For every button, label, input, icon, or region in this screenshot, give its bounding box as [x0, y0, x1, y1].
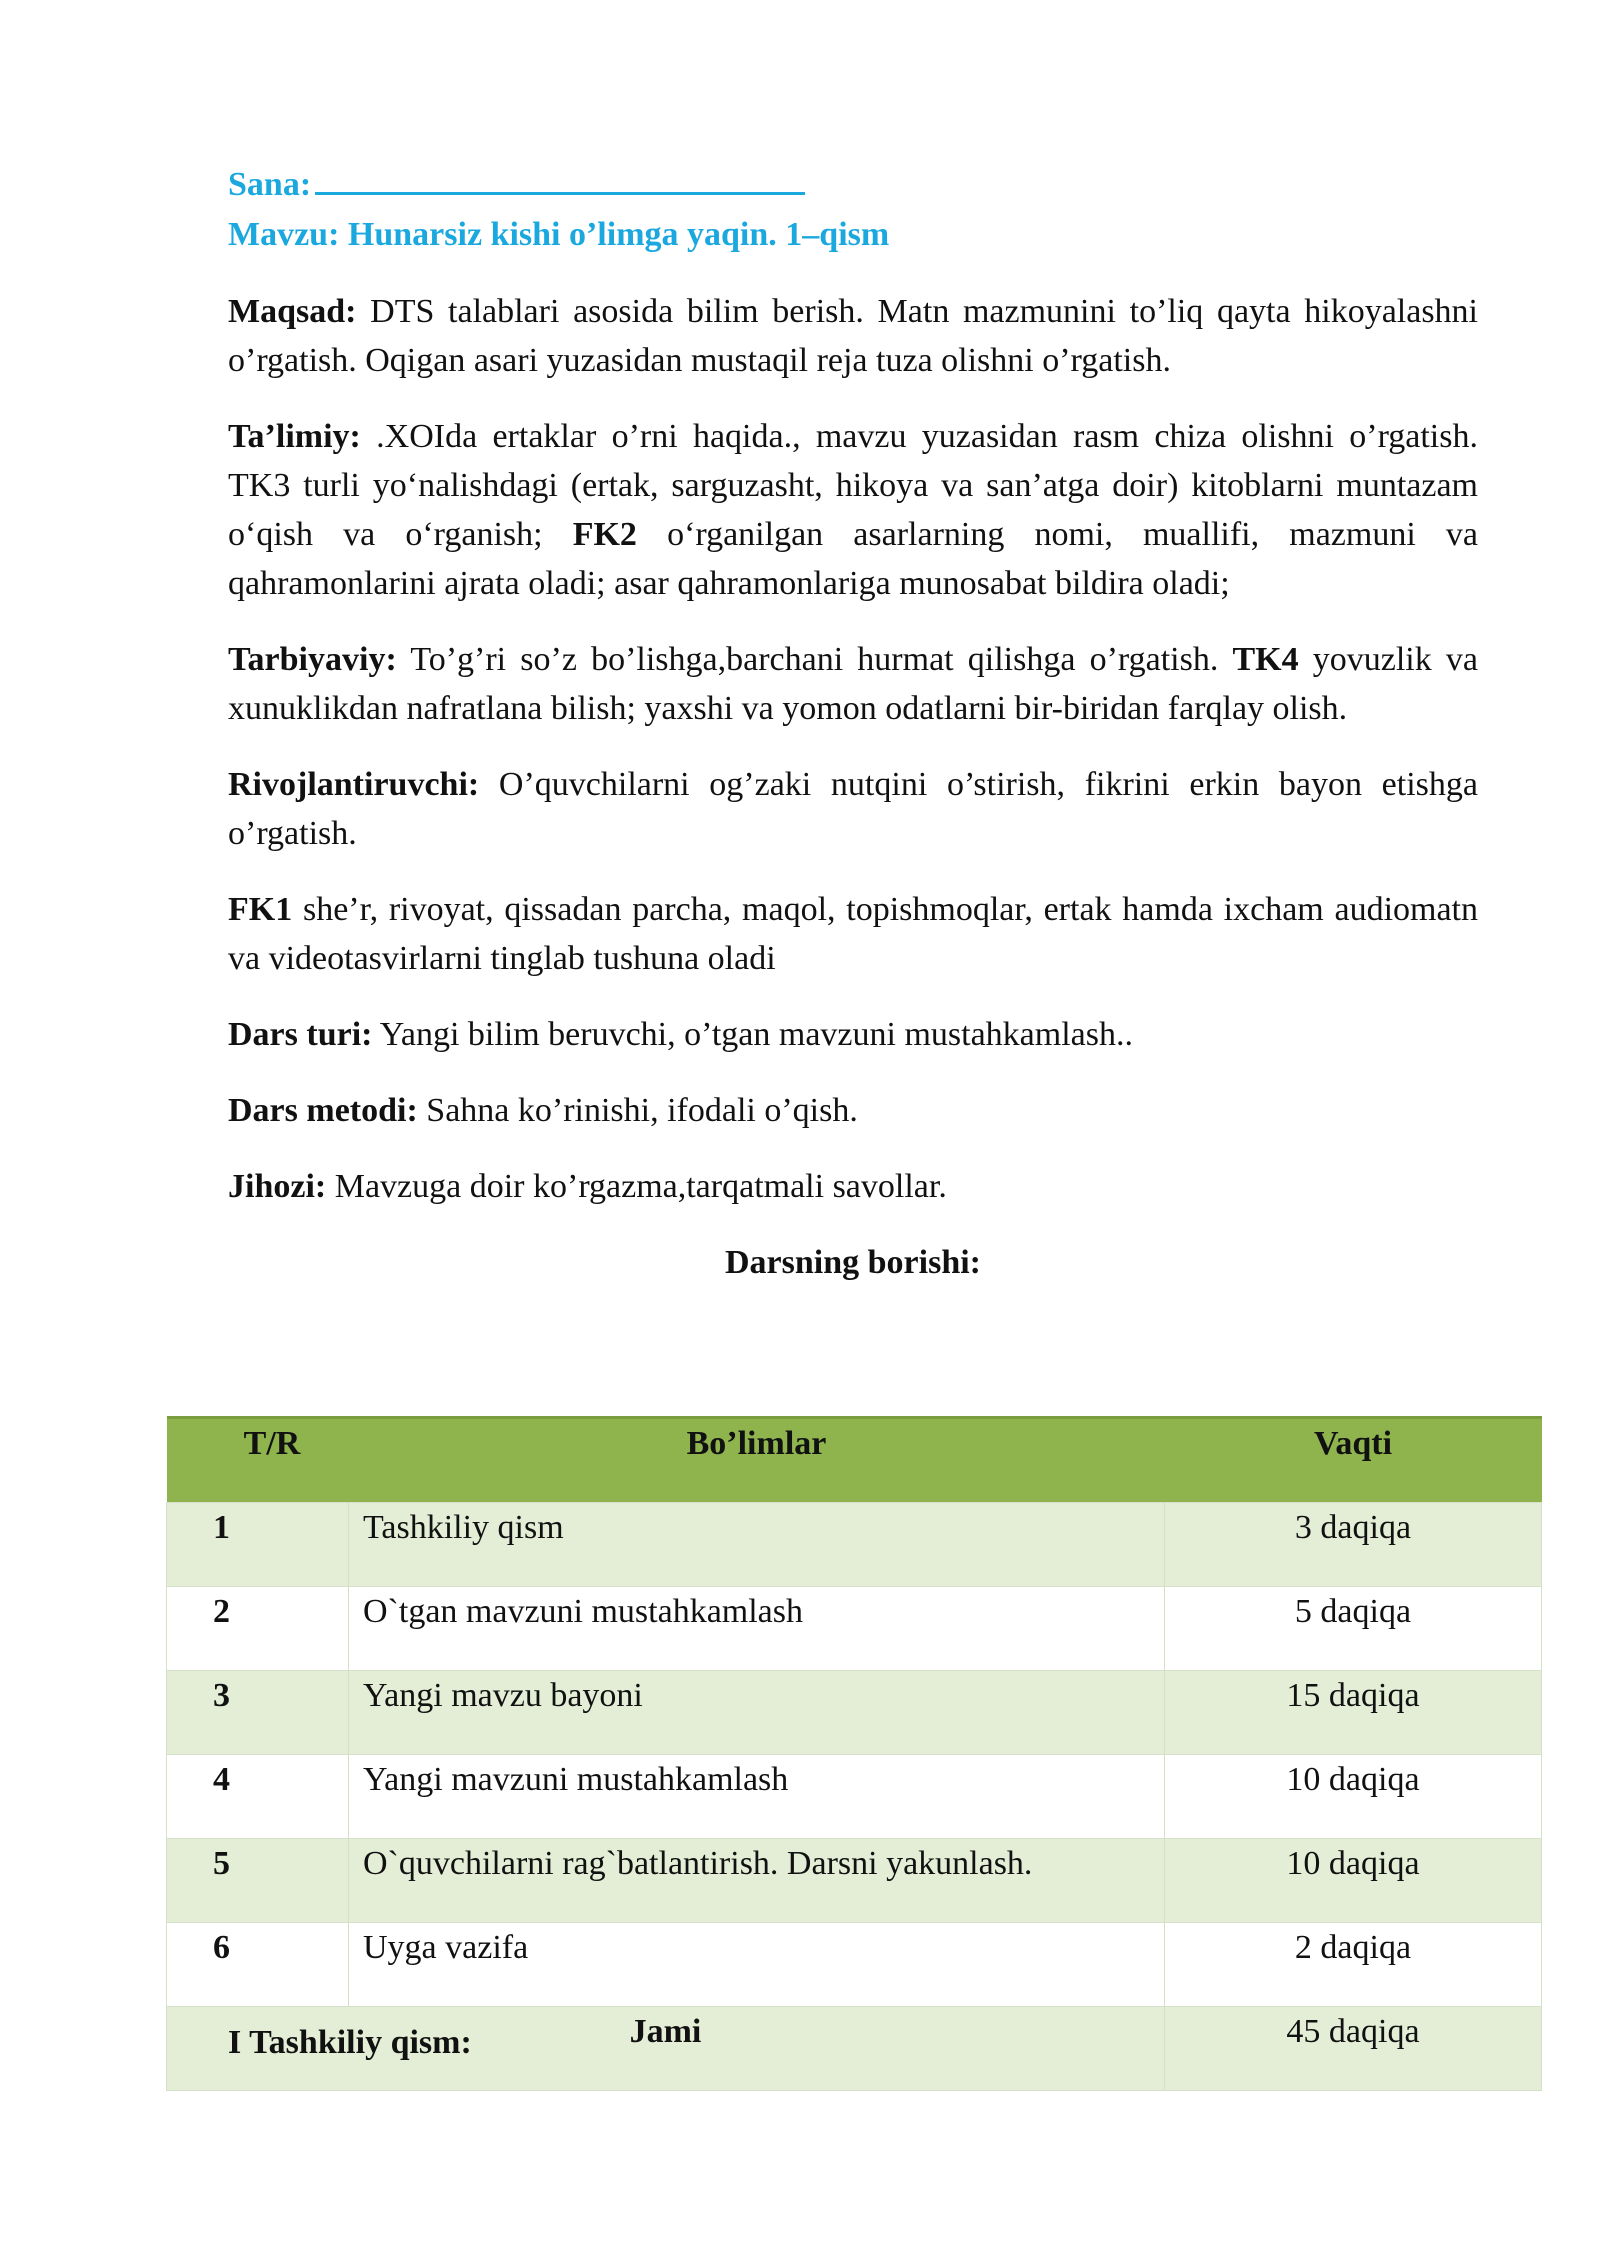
lesson-type-text: Yangi bilim beruvchi, o’tgan mavzuni mustahkamlash..	[372, 1016, 1133, 1053]
row-number: 5	[167, 1839, 349, 1923]
fk1-paragraph	[228, 885, 1478, 983]
equipment-paragraph	[228, 1162, 1478, 1211]
header-number: T/R	[167, 1418, 349, 1503]
row-time: 2 daqiqa	[1165, 1923, 1542, 2007]
row-time: 3 daqiqa	[1165, 1503, 1542, 1587]
fk1-label: FK1	[228, 891, 293, 928]
row-number: 1	[167, 1503, 349, 1587]
table-row	[167, 1587, 1542, 1671]
row-section: Yangi mavzu bayoni	[349, 1671, 1165, 1755]
table-row	[167, 1755, 1542, 1839]
fk1-text: she’r, rivoyat, qissadan parcha, maqol, topishmoqlar, ertak hamda ixcham audiomatn va videotasvirlarni tinglab tushuna oladi	[228, 891, 1478, 977]
equipment-label: Jihozi:	[228, 1168, 327, 1205]
row-section: O`quvchilarni rag`batlantirish. Darsni yakunlash.	[349, 1839, 1165, 1923]
developmental-text: O’quvchilarni og’zaki nutqini o’stirish, fikrini erkin bayon etishga o’rgatish.	[228, 766, 1478, 852]
goal-text: DTS talablari asosida bilim berish. Matn mazmunini to’liq qayta hikoyalashni o’rgatish. Oqigan asari yuzasidan mustaqil reja tuza olishni o’rgatish.	[228, 293, 1478, 379]
upbringing-text-1: To’g’ri so’z bo’lishga,barchani hurmat qilishga o’rgatish.	[396, 641, 1233, 678]
lesson-plan-title: Darsning borishi:	[725, 1244, 981, 1281]
row-number: 3	[167, 1671, 349, 1755]
table-row	[167, 1671, 1542, 1755]
developmental-paragraph	[228, 760, 1478, 858]
organizational-section-heading: I Tashkiliy qism:	[228, 2024, 472, 2061]
lesson-type-label: Dars turi:	[228, 1016, 373, 1053]
table-header-row	[167, 1418, 1542, 1503]
lesson-type-paragraph	[228, 1010, 1478, 1059]
tk4-label: TK4	[1232, 641, 1299, 678]
lesson-method-label: Dars metodi:	[228, 1092, 418, 1129]
total-time: 45 daqiqa	[1165, 2007, 1542, 2091]
table-row	[167, 1923, 1542, 2007]
row-section: Tashkiliy qism	[349, 1503, 1165, 1587]
total-label: Jami	[167, 2007, 1165, 2091]
row-time: 15 daqiqa	[1165, 1671, 1542, 1755]
lesson-method-paragraph	[228, 1086, 1478, 1135]
educational-label: Ta’limiy:	[228, 418, 361, 455]
row-section: Uyga vazifa	[349, 1923, 1165, 2007]
document-body	[228, 160, 1478, 1288]
date-line	[228, 160, 1478, 210]
educational-paragraph	[228, 412, 1478, 608]
row-number: 2	[167, 1587, 349, 1671]
table-row	[167, 1839, 1542, 1923]
date-label: Sana:	[228, 166, 312, 203]
lesson-plan-table	[166, 1416, 1542, 2091]
row-time: 5 daqiqa	[1165, 1587, 1542, 1671]
goal-label: Maqsad:	[228, 293, 357, 330]
educational-text-2: o‘rganilgan asarlarning nomi, muallifi, mazmuni va qahramonlarini ajrata oladi; asar qahramonlariga munosabat bildira oladi;	[228, 516, 1478, 602]
date-blank	[315, 162, 805, 195]
educational-text-1: .XOIda ertaklar o’rni haqida., mavzu yuzasidan rasm chiza olishni o’rgatish. TK3 turli yo‘nalishdagi (ertak, sarguzasht, hikoya va san’atga doir) kitoblarni muntazam o‘qish va o‘rganish;	[228, 418, 1478, 553]
row-number: 6	[167, 1923, 349, 2007]
row-number: 4	[167, 1755, 349, 1839]
header-time: Vaqti	[1165, 1418, 1542, 1503]
upbringing-paragraph	[228, 635, 1478, 733]
row-section: O`tgan mavzuni mustahkamlash	[349, 1587, 1165, 1671]
row-time: 10 daqiqa	[1165, 1839, 1542, 1923]
lesson-method-text: Sahna ko’rinishi, ifodali o’qish.	[417, 1092, 858, 1129]
equipment-text: Mavzuga doir ko’rgazma,tarqatmali savollar.	[326, 1168, 947, 1205]
row-section: Yangi mavzuni mustahkamlash	[349, 1755, 1165, 1839]
header-sections: Bo’limlar	[349, 1418, 1165, 1503]
topic-title: Mavzu: Hunarsiz kishi o’limga yaqin. 1–qism	[228, 216, 890, 253]
developmental-label: Rivojlantiruvchi:	[228, 766, 480, 803]
table-row	[167, 1503, 1542, 1587]
upbringing-text-2: yovuzlik va xunuklikdan nafratlana bilish; yaxshi va yomon odatlarni bir-biridan farqlay olish.	[228, 641, 1478, 727]
row-time: 10 daqiqa	[1165, 1755, 1542, 1839]
upbringing-label: Tarbiyaviy:	[228, 641, 397, 678]
goal-paragraph	[228, 287, 1478, 385]
fk2-label: FK2	[572, 516, 637, 553]
